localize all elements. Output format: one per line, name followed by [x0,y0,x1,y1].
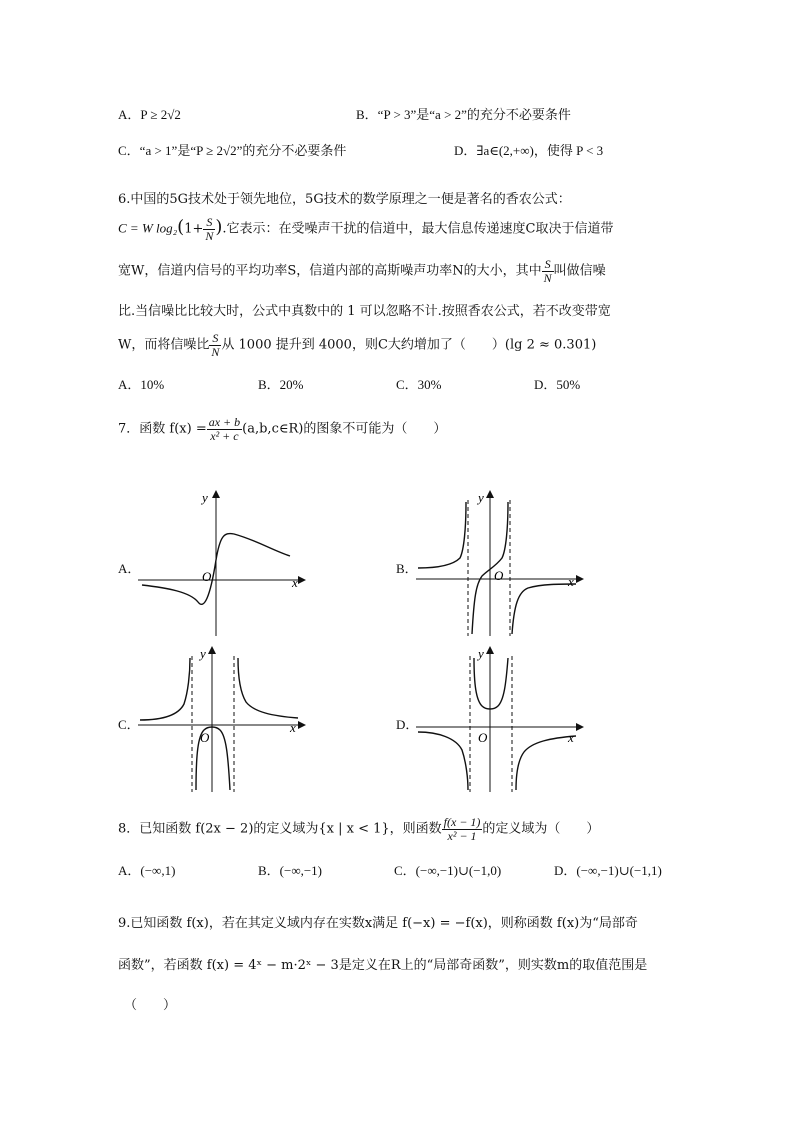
signal-noise-fraction: $\frac{S}{N}$ [543,257,552,285]
q9-line1: 9.已知函数 f(x)，若在其定义域内存在实数x满足 f(−x) = −f(x)，则称函数 f(x)为“局部奇 [118,916,638,931]
x-label: x [290,720,296,735]
graph-label-a: A． [118,561,141,576]
shannon-formula-fraction: $\frac{S}{N}$ [205,215,214,243]
curve-c-left [140,658,190,720]
origin-label: O [202,569,212,584]
q5-option-a: A．P ≥ 2√2 [118,107,181,122]
q6-option-b: B．20% [258,377,304,392]
q8-option-c: C．(−∞,−1)∪(−1,0) [394,863,502,878]
origin-label: O [494,568,504,583]
q9-line2: 函数”，若函数 f(x) = 4ˣ − m·2ˣ − 3是定义在R上的“局部奇函数”，则实数m的取值范围是 [118,958,648,973]
x-axis-arrow-icon [576,723,584,731]
graph-d [416,644,586,794]
q6-option-d: D．50% [534,377,581,392]
origin-label: O [478,730,488,745]
graph-b [416,488,586,638]
graph-label-d: D． [396,717,419,732]
graph-label-b: B． [396,561,418,576]
y-label: y [478,490,484,505]
q8-option-d: D．(−∞,−1)∪(−1,1) [554,863,662,878]
curve-b-left [418,502,466,568]
y-axis-arrow-icon [486,490,494,498]
curve-b-right [512,584,576,634]
graph-c [138,644,308,794]
x-axis-arrow-icon [298,721,306,729]
q6-option-a: A．10% [118,377,165,392]
q6-line4: 比.当信噪比比较大时，公式中真数中的 1 可以忽略不计.按照香农公式，若不改变带宽 [118,304,611,319]
q9-answer-blank: （ ） [124,998,177,1013]
curve-d-right [516,736,576,790]
y-axis-arrow-icon [208,646,216,654]
y-axis-arrow-icon [212,490,220,498]
signal-noise-fraction-2: $\frac{S}{N}$ [211,331,220,359]
q6-option-c: C．30% [396,377,442,392]
q5-option-c: C．“a > 1”是“P ≥ 2√2”的充分不必要条件 [118,143,347,158]
y-label: y [202,490,208,505]
x-label: x [568,574,574,589]
q8-option-b: B．(−∞,−1) [258,863,323,878]
shannon-formula-prefix: C = W log₂ [118,220,178,236]
q8-fraction: $\frac{f(x - 1)}{\text{x² − 1}}$ [443,815,481,843]
q6-line3: 宽W，信道内信号的平均功率S，信道内部的高斯噪声功率N的大小，其中 $\frac{S}{N}$ 叫做信噪 [118,257,606,285]
origin-label: O [200,730,210,745]
y-label: y [478,646,484,661]
q5-option-d: D．∃a∈(2,+∞)，使得 P < 3 [454,143,604,158]
x-axis-arrow-icon [298,576,306,584]
x-label: x [292,575,298,590]
curve-d-left [418,732,468,790]
graph-a [138,488,308,638]
y-axis-arrow-icon [486,646,494,654]
q8-stem: 8．已知函数 f(2x − 2)的定义域为{x | x < 1}，则函数 $\frac{f(x - 1)}{\text{x² − 1}}$ 的定义域为（ ） [118,815,600,843]
x-label: x [568,730,574,745]
graph-label-c: C． [118,717,140,732]
q6-line5: W，而将信噪比 $\frac{S}{N}$ 从 1000 提升到 4000，则C大约增加了（ ）(lg 2 ≈ 0.301) [118,331,597,359]
q6-intro: 6.中国的5G技术处于领先地位，5G技术的数学原理之一便是著名的香农公式： [118,192,571,207]
q7-fraction: $\frac{ax + b}{\text{x² + c}}$ [208,415,241,443]
q7-stem: 7．函数 f(x) = $\frac{ax + b}{\text{x² + c}}$ (a,b,c∈R)的图象不可能为（ ） [118,415,447,443]
curve-c-right [238,658,298,718]
q5-option-b: B．“P > 3”是“a > 2”的充分不必要条件 [356,107,571,122]
x-axis-arrow-icon [576,575,584,583]
q6-line2: C = W log₂(1+ $\frac{S}{N}$ ).它表示：在受噪声干扰的信道中，最大信息传递速度C取决于信道带 [118,215,614,243]
curve-d-middle [474,658,508,709]
y-label: y [200,646,206,661]
q6-line2-text: .它表示：在受噪声干扰的信道中，最大信息传递速度C取决于信道带 [222,221,614,237]
q8-option-a: A．(−∞,1) [118,863,176,878]
